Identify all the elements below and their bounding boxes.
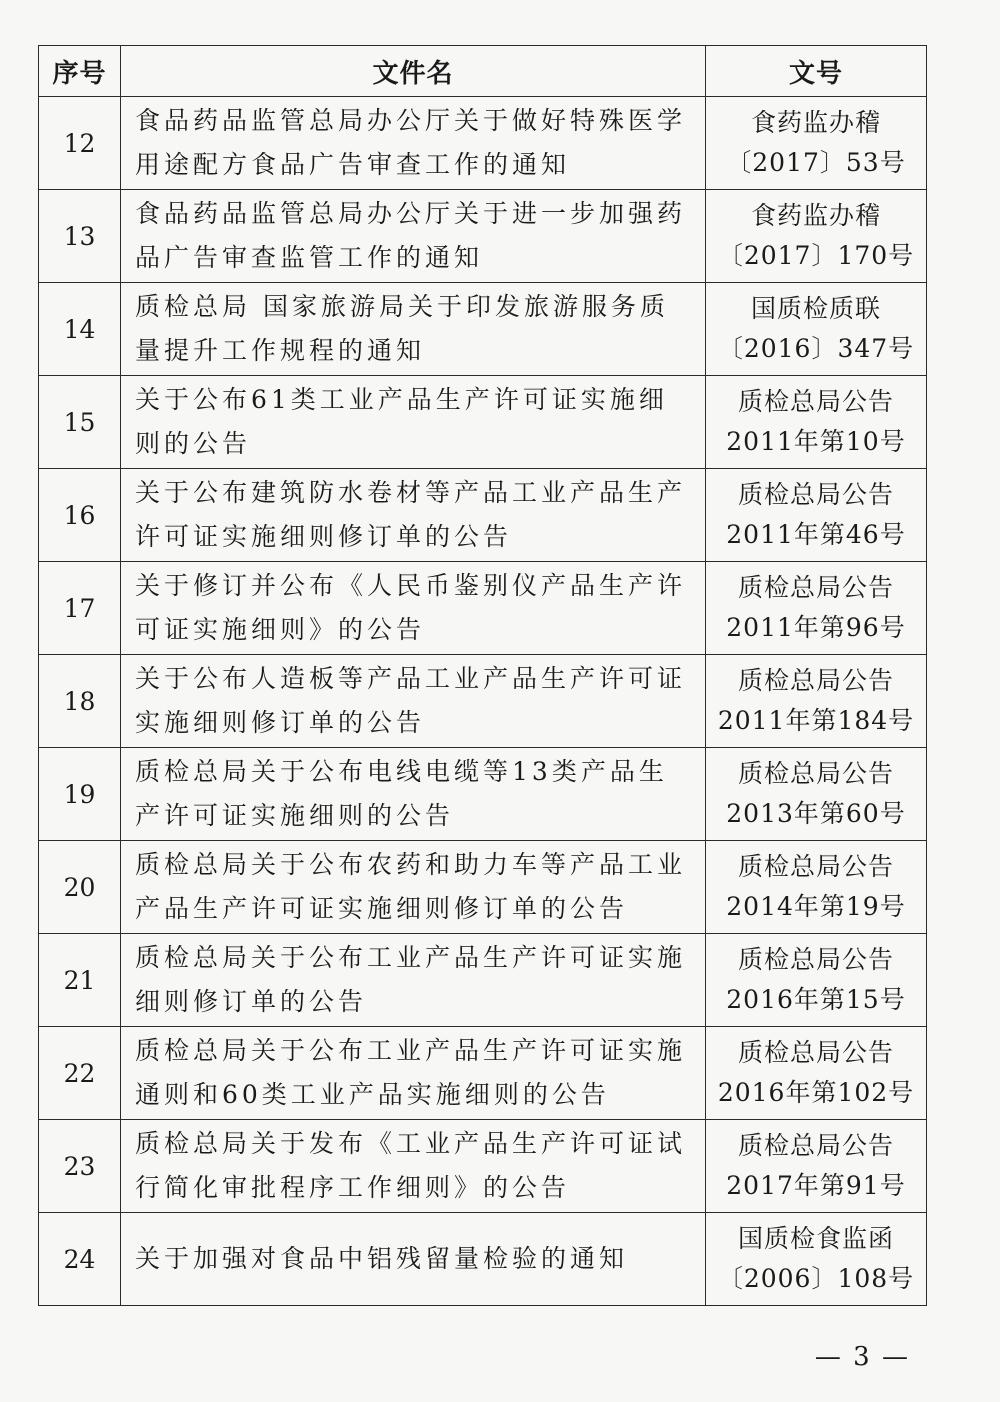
row-doc-no [706,748,927,841]
row-index: 16 [39,469,121,562]
table-row [39,376,927,469]
header-index: 序号 [39,46,121,97]
row-doc-no [706,655,927,748]
doc-no-line1: 质检总局公告 [737,1131,894,1160]
doc-no-line1: 质检总局公告 [737,573,894,602]
doc-no-line2: 〔2006〕108号 [717,1264,915,1293]
doc-no-line2: 2016年第15号 [726,985,906,1014]
table-row [39,934,927,1027]
row-title: 关于公布建筑防水卷材等产品工业产品生产许可证实施细则修订单的公告 [121,469,706,562]
row-title: 食品药品监管总局办公厅关于做好特殊医学用途配方食品广告审查工作的通知 [121,97,706,190]
table-row [39,1027,927,1120]
doc-no-line1: 食药监办稽 [750,201,881,230]
row-index: 21 [39,934,121,1027]
table-row [39,97,927,190]
row-index: 17 [39,562,121,655]
doc-no-line1: 食药监办稽 [750,108,881,137]
row-doc-no [706,283,927,376]
doc-no-line1: 质检总局公告 [737,945,894,974]
row-title: 质检总局 国家旅游局关于印发旅游服务质量提升工作规程的通知 [121,283,706,376]
row-index: 18 [39,655,121,748]
row-doc-no [706,469,927,562]
table-row [39,283,927,376]
document-table [38,45,927,1306]
row-doc-no [706,97,927,190]
doc-no-line2: 2011年第96号 [726,613,906,642]
row-index: 22 [39,1027,121,1120]
row-doc-no [706,934,927,1027]
row-doc-no [706,376,927,469]
doc-no-line2: 〔2017〕53号 [726,148,906,177]
row-index: 20 [39,841,121,934]
doc-no-line1: 质检总局公告 [737,759,894,788]
doc-no-line1: 质检总局公告 [737,666,894,695]
table-row [39,1213,927,1306]
row-index: 14 [39,283,121,376]
row-doc-no [706,1027,927,1120]
row-doc-no [706,190,927,283]
doc-no-line1: 质检总局公告 [737,1038,894,1067]
row-title: 质检总局关于公布电线电缆等13类产品生产许可证实施细则的公告 [121,748,706,841]
row-title: 食品药品监管总局办公厅关于进一步加强药品广告审查监管工作的通知 [121,190,706,283]
row-index: 12 [39,97,121,190]
page-number: — 3 — [814,1342,910,1372]
row-title: 关于公布人造板等产品工业产品生产许可证实施细则修订单的公告 [121,655,706,748]
doc-no-line1: 国质检质联 [750,294,881,323]
row-title: 关于修订并公布《人民币鉴别仪产品生产许可证实施细则》的公告 [121,562,706,655]
row-doc-no [706,841,927,934]
table-row [39,1120,927,1213]
doc-no-line2: 2013年第60号 [726,799,906,828]
table-row [39,190,927,283]
header-title: 文件名 [121,46,706,97]
doc-no-line2: 2016年第102号 [717,1078,915,1107]
table-row [39,748,927,841]
doc-no-line1: 质检总局公告 [737,852,894,881]
table-row [39,655,927,748]
row-index: 13 [39,190,121,283]
row-index: 15 [39,376,121,469]
doc-no-line2: 2011年第184号 [717,706,915,735]
row-doc-no [706,562,927,655]
doc-no-line2: 〔2016〕347号 [717,334,915,363]
doc-no-line2: 〔2017〕170号 [717,241,915,270]
table-body [39,97,927,1306]
doc-no-line2: 2011年第10号 [726,427,906,456]
doc-no-line1: 质检总局公告 [737,480,894,509]
table-row [39,469,927,562]
doc-no-line2: 2017年第91号 [726,1171,906,1200]
table-header-row [39,46,927,97]
row-doc-no [706,1213,927,1306]
doc-no-line2: 2014年第19号 [726,892,906,921]
doc-no-line2: 2011年第46号 [726,520,906,549]
header-doc-no: 文号 [706,46,927,97]
doc-no-line1: 国质检食监函 [737,1224,894,1253]
row-index: 24 [39,1213,121,1306]
doc-no-line1: 质检总局公告 [737,387,894,416]
row-title: 质检总局关于公布工业产品生产许可证实施细则修订单的公告 [121,934,706,1027]
row-doc-no [706,1120,927,1213]
table-row [39,562,927,655]
table-row [39,841,927,934]
row-index: 23 [39,1120,121,1213]
row-title: 质检总局关于发布《工业产品生产许可证试行简化审批程序工作细则》的公告 [121,1120,706,1213]
row-index: 19 [39,748,121,841]
row-title: 质检总局关于公布农药和助力车等产品工业产品生产许可证实施细则修订单的公告 [121,841,706,934]
row-title: 关于加强对食品中铝残留量检验的通知 [121,1213,706,1306]
row-title: 质检总局关于公布工业产品生产许可证实施通则和60类工业产品实施细则的公告 [121,1027,706,1120]
row-title: 关于公布61类工业产品生产许可证实施细则的公告 [121,376,706,469]
